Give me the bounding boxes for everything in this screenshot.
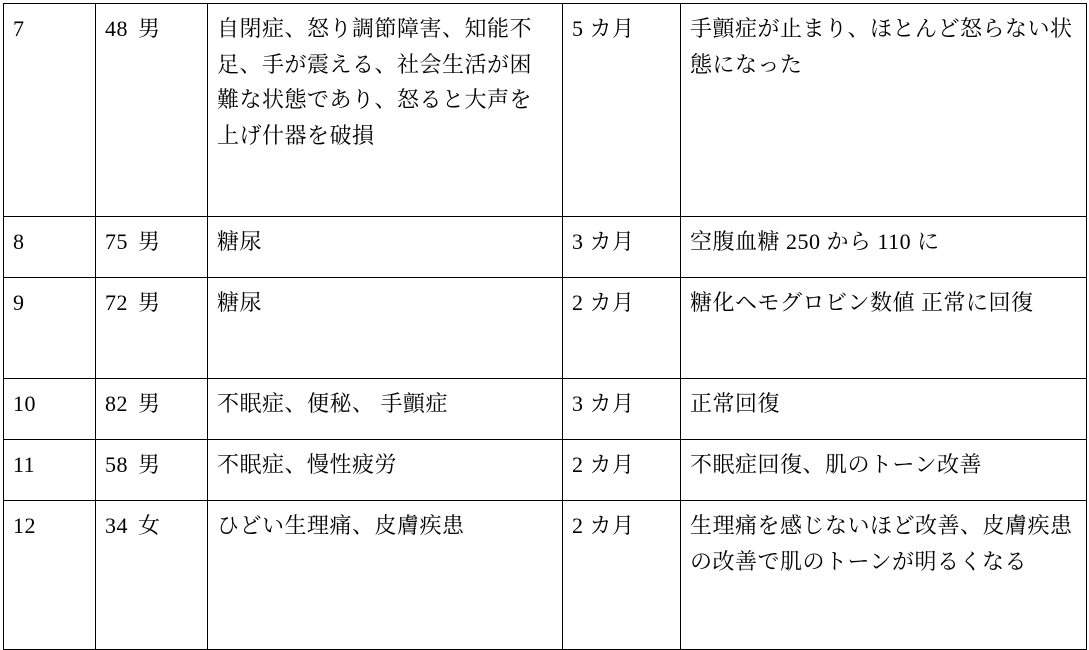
cell-symptom: ひどい生理痛、皮膚疾患 xyxy=(208,501,563,650)
table-row xyxy=(4,379,1087,440)
cell-sex: 男 xyxy=(138,290,161,315)
table-row xyxy=(4,217,1087,278)
cell-age: 72 xyxy=(105,290,128,315)
cell-number: 12 xyxy=(4,501,96,650)
cell-result: 空腹血糖 250 から 110 に xyxy=(681,217,1087,278)
cell-number: 9 xyxy=(4,278,96,379)
table-row xyxy=(4,278,1087,379)
cell-age-sex xyxy=(96,440,208,501)
cell-result: 正常回復 xyxy=(681,379,1087,440)
cell-age-sex xyxy=(96,4,208,217)
cell-result: 糖化ヘモグロビン数値 正常に回復 xyxy=(681,278,1087,379)
cell-symptom: 不眠症、慢性疲労 xyxy=(208,440,563,501)
cell-number: 10 xyxy=(4,379,96,440)
cell-sex: 男 xyxy=(138,452,161,477)
cell-symptom: 糖尿 xyxy=(208,278,563,379)
cell-symptom: 不眠症、便秘、 手顫症 xyxy=(208,379,563,440)
cell-symptom: 糖尿 xyxy=(208,217,563,278)
cell-duration: 2 カ月 xyxy=(563,278,681,379)
table-row xyxy=(4,440,1087,501)
cell-number: 7 xyxy=(4,4,96,217)
cell-age-sex xyxy=(96,501,208,650)
cell-result: 生理痛を感じないほど改善、皮膚疾患の改善で肌のトーンが明るくなる xyxy=(681,501,1087,650)
table-row xyxy=(4,501,1087,650)
cell-duration: 5 カ月 xyxy=(563,4,681,217)
cell-result: 手顫症が止まり、ほとんど怒らない状態になった xyxy=(681,4,1087,217)
cell-age: 82 xyxy=(105,391,128,416)
cell-age-sex xyxy=(96,379,208,440)
cell-sex: 男 xyxy=(138,229,161,254)
cell-symptom: 自閉症、怒り調節障害、知能不足、手が震える、社会生活が困難な状態であり、怒ると大声を上げ什器を破損 xyxy=(208,4,563,217)
cell-age: 58 xyxy=(105,452,128,477)
cell-duration: 2 カ月 xyxy=(563,440,681,501)
cell-duration: 3 カ月 xyxy=(563,217,681,278)
cell-number: 8 xyxy=(4,217,96,278)
cell-number: 11 xyxy=(4,440,96,501)
cell-sex: 男 xyxy=(138,391,161,416)
cell-age: 75 xyxy=(105,229,128,254)
cell-age: 48 xyxy=(105,16,128,41)
case-table-body xyxy=(4,4,1087,650)
cell-age-sex xyxy=(96,217,208,278)
cell-sex: 男 xyxy=(138,16,161,41)
cell-age: 34 xyxy=(105,513,128,538)
document-page xyxy=(0,3,1089,649)
cell-result: 不眠症回復、肌のトーン改善 xyxy=(681,440,1087,501)
cell-duration: 2 カ月 xyxy=(563,501,681,650)
case-table xyxy=(3,3,1087,650)
cell-duration: 3 カ月 xyxy=(563,379,681,440)
table-row xyxy=(4,4,1087,217)
cell-age-sex xyxy=(96,278,208,379)
cell-sex: 女 xyxy=(138,513,161,538)
